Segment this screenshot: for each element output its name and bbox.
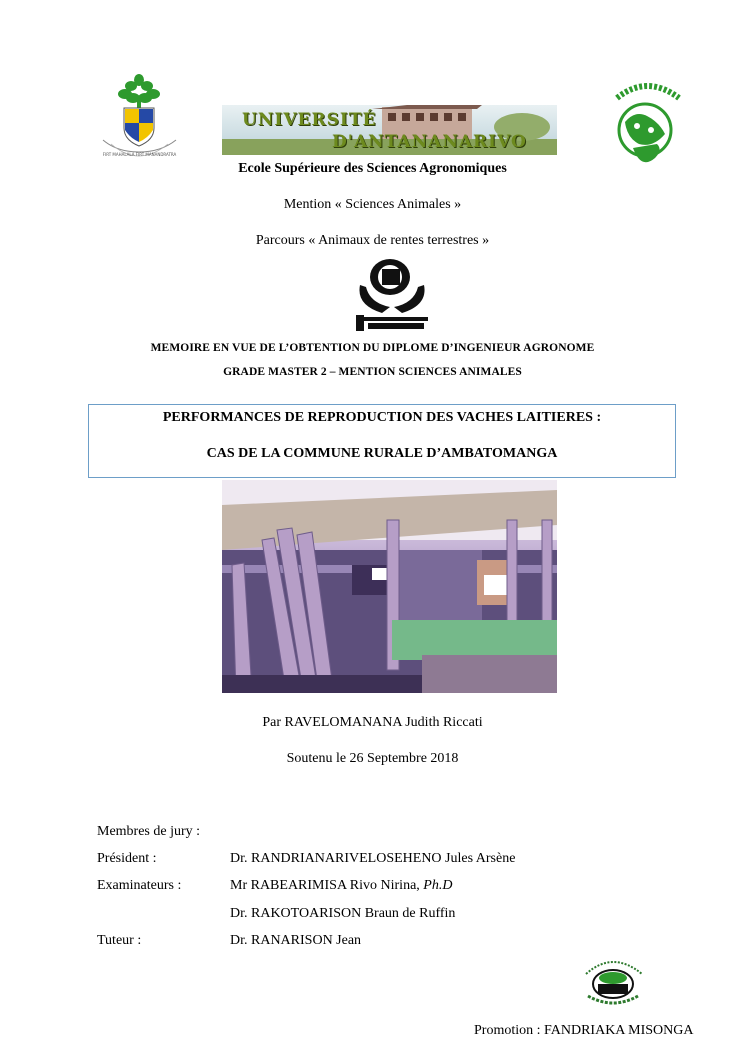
thesis-title-box <box>88 404 676 478</box>
president-label: Président : <box>97 851 157 866</box>
author-line: Par RAVELOMANANA Judith Riccati <box>262 715 483 730</box>
cattle-shed-photo <box>222 480 557 693</box>
examinateur-2: Dr. RAKOTOARISON Braun de Ruffin <box>230 906 456 921</box>
crest-motto: FIRT MAHALALA FIRT MANANDRATRA <box>102 152 177 157</box>
promotion-logo <box>578 952 648 1016</box>
mention-line: Mention « Sciences Animales » <box>283 197 462 212</box>
examinateurs-label: Examinateurs : <box>97 878 182 893</box>
parcours-line: Parcours « Animaux de rentes terrestres » <box>255 233 490 248</box>
memoire-line: MEMOIRE EN VUE DE L’OBTENTION DU DIPLOME D’INGENIEUR AGRONOME <box>150 342 595 354</box>
thesis-title-line2: CAS DE LA COMMUNE RURALE D’AMBATOMANGA <box>206 446 558 461</box>
tuteur-label: Tuteur : <box>97 933 142 948</box>
university-crest-logo <box>97 70 182 165</box>
examinateur-1-title: Ph.D <box>423 878 453 893</box>
essa-green-logo <box>607 78 687 173</box>
banner-universite: UNIVERSITÉ <box>242 110 377 130</box>
examinateur-1 <box>230 878 452 894</box>
jury-heading: Membres de jury : <box>97 824 201 839</box>
defense-date: Soutenu le 26 Septembre 2018 <box>286 751 459 766</box>
banner-antananarivo: D'ANTANANARIVO <box>332 132 527 152</box>
examinateur-1-name: Mr RABEARIMISA Rivo Nirina, <box>230 878 424 893</box>
promotion-line: Promotion : FANDRIAKA MISONGA <box>474 1023 694 1038</box>
grade-line: GRADE MASTER 2 – MENTION SCIENCES ANIMALES <box>223 366 522 378</box>
president-name: Dr. RANDRIANARIVELOSEHENO Jules Arsène <box>230 851 516 866</box>
school-name: Ecole Supérieure des Sciences Agronomiques <box>238 161 507 176</box>
tuteur-name: Dr. RANARISON Jean <box>230 933 362 948</box>
department-emblem <box>352 255 432 335</box>
thesis-title-line1: PERFORMANCES DE REPRODUCTION DES VACHES LAITIERES : <box>162 410 602 425</box>
university-banner <box>222 105 557 155</box>
